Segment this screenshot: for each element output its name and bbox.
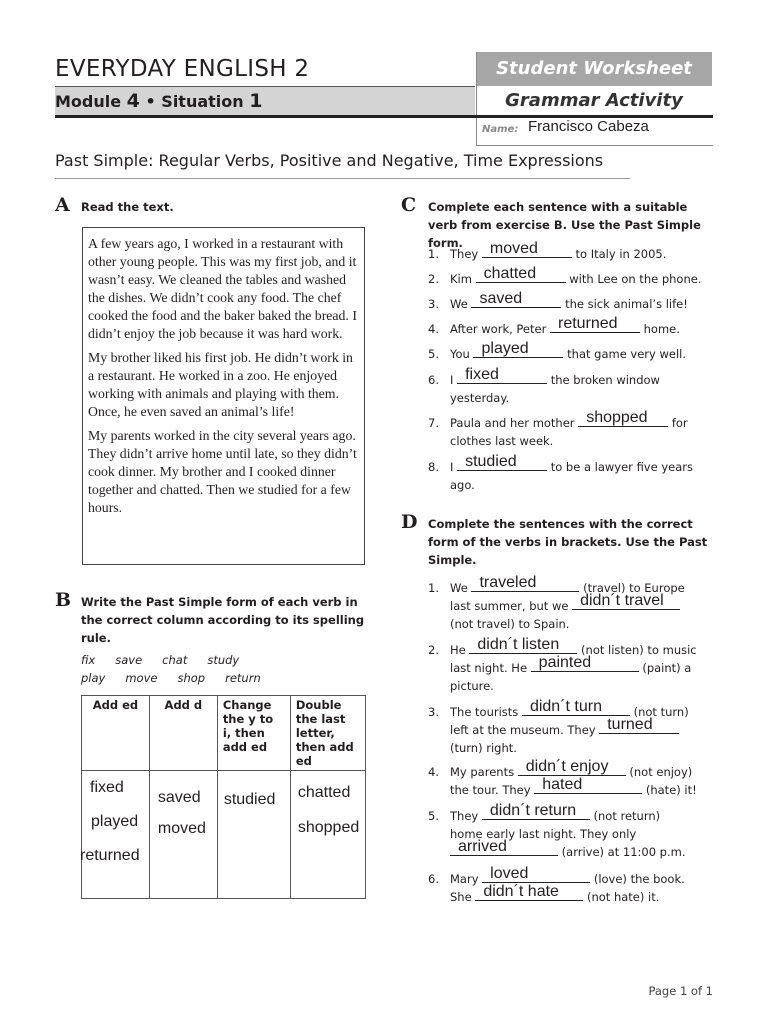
section-b-letter: B bbox=[55, 589, 72, 611]
answer-blank[interactable] bbox=[518, 758, 626, 776]
answer-blank[interactable] bbox=[471, 290, 561, 308]
reading-paragraph: My brother liked his first job. He didn’t work in a restaurant. He worked in a zoo. He enjoyed working with animals and playing with them. Once, he even saved an animal’s life! bbox=[88, 350, 353, 419]
sentence-text: the sick animal’s life! bbox=[565, 297, 688, 311]
sentence-text: picture. bbox=[450, 679, 494, 693]
sentence-text: to be a lawyer five years bbox=[550, 460, 693, 474]
handwritten-answer: returned bbox=[557, 315, 618, 332]
sentence-line bbox=[450, 453, 693, 476]
answer-blank[interactable] bbox=[578, 409, 668, 427]
sentence-line bbox=[450, 615, 569, 633]
handwritten-answer: painted bbox=[538, 654, 592, 671]
handwritten-answer: played bbox=[91, 813, 139, 830]
reading-paragraph: A few years ago, I worked in a restaurant with other young people. This was my first job, and it wasn’t easy. We cleaned the tables and washed the dishes. We didn’t cook any food. The chef cooked the food and the baker baked the bread. I didn’t enjoy the job because it was hard work. bbox=[88, 236, 357, 341]
verb: chat bbox=[162, 653, 188, 667]
sentence-line bbox=[450, 776, 697, 799]
verb: move bbox=[125, 671, 158, 685]
section-b-instruction: Write the Past Simple form of each verb in the correct column according to its spelling rule. bbox=[81, 595, 365, 645]
sentence-line bbox=[450, 389, 509, 407]
section-d-letter: D bbox=[401, 511, 418, 533]
sentence-text: I bbox=[450, 373, 454, 387]
item-number: 6. bbox=[428, 373, 439, 387]
sentence-line bbox=[450, 838, 686, 861]
answer-blank[interactable] bbox=[471, 574, 579, 592]
column-header: Change the y to i, then add ed bbox=[217, 696, 290, 771]
worksheet-subtitle: Past Simple: Regular Verbs, Positive and Negative, Time Expressions bbox=[55, 151, 604, 170]
sentence-text: (not listen) to music bbox=[581, 643, 697, 657]
item-number: 5. bbox=[428, 347, 439, 361]
handwritten-answer: chatted bbox=[483, 265, 537, 282]
module-label: Module bbox=[55, 92, 122, 111]
answer-blank[interactable] bbox=[475, 883, 583, 901]
sentence-text: Paula and her mother bbox=[450, 416, 575, 430]
sentence-text: home. bbox=[643, 322, 680, 336]
handwritten-answer: moved bbox=[489, 240, 538, 257]
handwritten-answer: hated bbox=[542, 776, 583, 793]
sentence-text: He bbox=[450, 643, 466, 657]
answer-blank[interactable] bbox=[450, 838, 558, 856]
answer-blank[interactable] bbox=[534, 776, 642, 794]
bullet: • bbox=[145, 92, 156, 111]
answer-blank[interactable] bbox=[522, 698, 630, 716]
sentence-line bbox=[450, 265, 702, 288]
handwritten-answer: saved bbox=[157, 789, 201, 806]
situation-label: Situation bbox=[161, 92, 244, 111]
reading-text-box bbox=[82, 227, 365, 565]
handwritten-answer: played bbox=[481, 340, 529, 357]
name-label: Name: bbox=[482, 124, 519, 135]
handwritten-answer: didn´t enjoy bbox=[525, 758, 609, 775]
handwritten-answer: returned bbox=[80, 847, 140, 864]
handwritten-answer: shopped bbox=[297, 819, 360, 836]
sentence-text: with Lee on the phone. bbox=[569, 272, 702, 286]
sentence-text: (not return) bbox=[593, 809, 661, 823]
module-bar bbox=[55, 87, 475, 116]
situation-number: 1 bbox=[249, 90, 263, 112]
answer-cell[interactable] bbox=[149, 771, 217, 899]
sentence-line bbox=[450, 476, 475, 494]
handwritten-answer: didn´t turn bbox=[529, 698, 602, 715]
answer-blank[interactable] bbox=[572, 592, 680, 610]
sentence-line bbox=[450, 240, 667, 263]
handwritten-answer: didn´t travel bbox=[580, 592, 664, 609]
sentence-line bbox=[450, 677, 494, 695]
verb: shop bbox=[177, 671, 206, 685]
handwritten-answer: fixed bbox=[465, 366, 499, 383]
sentence-text: left at the museum. They bbox=[450, 723, 596, 737]
section-c-instruction: Complete each sentence with a suitable verb from exercise B. Use the Past Simple form. bbox=[428, 200, 701, 250]
item-number: 2. bbox=[428, 643, 439, 657]
handwritten-answer: fixed bbox=[90, 779, 124, 796]
handwritten-answer: traveled bbox=[479, 574, 537, 591]
item-number: 2. bbox=[428, 272, 439, 286]
verb: fix bbox=[81, 653, 96, 667]
handwritten-answer: shopped bbox=[586, 409, 648, 426]
sentence-text: She bbox=[450, 890, 472, 904]
subtitle-rule bbox=[55, 178, 630, 179]
sentence-text: (love) the book. bbox=[593, 872, 685, 886]
sentence-text: Kim bbox=[450, 272, 472, 286]
sentence-line bbox=[450, 698, 689, 721]
handwritten-answer: didn´t hate bbox=[483, 883, 559, 900]
sentence-line bbox=[450, 366, 660, 389]
handwritten-answer: studied bbox=[465, 453, 517, 470]
answer-blank[interactable] bbox=[457, 453, 547, 471]
answer-blank[interactable] bbox=[599, 716, 679, 734]
sentence-text: clothes last week. bbox=[450, 434, 554, 448]
sentence-line bbox=[450, 802, 661, 825]
sentence-text: My parents bbox=[450, 765, 515, 779]
sentence-text: (not turn) bbox=[633, 705, 689, 719]
column-header: Add ed bbox=[82, 696, 150, 771]
sentence-text: They bbox=[450, 247, 479, 261]
answer-blank[interactable] bbox=[482, 865, 590, 883]
sentence-text: (arrive) at 11:00 p.m. bbox=[561, 845, 686, 859]
item-number: 3. bbox=[428, 705, 439, 719]
answer-cell[interactable] bbox=[290, 771, 365, 899]
verb-list-row bbox=[81, 651, 259, 669]
grammar-activity-label: Grammar Activity bbox=[505, 90, 683, 111]
sentence-text: that game very well. bbox=[567, 347, 687, 361]
sentence-text: Mary bbox=[450, 872, 479, 886]
page-footer: Page 1 of 1 bbox=[648, 984, 713, 998]
name-field[interactable]: Francisco Cabeza bbox=[528, 118, 649, 135]
sentence-text: We bbox=[450, 581, 468, 595]
answer-blank[interactable] bbox=[473, 340, 563, 358]
sentence-text: yesterday. bbox=[450, 391, 510, 405]
document-title: EVERYDAY ENGLISH 2 bbox=[55, 56, 310, 82]
verb: play bbox=[81, 671, 106, 685]
item-number: 4. bbox=[428, 322, 439, 336]
answer-cell[interactable] bbox=[82, 771, 150, 899]
sentence-text: After work, Peter bbox=[450, 322, 547, 336]
sentence-text: ago. bbox=[450, 478, 475, 492]
handwritten-answer: didn´t return bbox=[489, 802, 577, 819]
sentence-line bbox=[450, 739, 517, 757]
handwritten-answer: chatted bbox=[297, 784, 351, 801]
answer-blank[interactable] bbox=[469, 636, 577, 654]
sentence-text: last summer, but we bbox=[450, 599, 569, 613]
sentence-text: You bbox=[450, 347, 470, 361]
sentence-line bbox=[450, 409, 688, 432]
module-number: 4 bbox=[126, 90, 140, 112]
answer-blank[interactable] bbox=[550, 315, 640, 333]
sentence-text: home early last night. They only bbox=[450, 827, 637, 841]
handwritten-answer: studied bbox=[223, 791, 276, 808]
handwritten-answer: didn´t listen bbox=[477, 636, 560, 653]
sentence-text: last night. He bbox=[450, 661, 528, 675]
sentence-text: (turn) right. bbox=[450, 741, 517, 755]
sentence-text: I bbox=[450, 460, 454, 474]
name-underline bbox=[476, 145, 713, 146]
answer-blank[interactable] bbox=[482, 802, 590, 820]
sentence-line bbox=[450, 716, 679, 739]
item-number: 4. bbox=[428, 765, 439, 779]
sentence-line bbox=[450, 432, 553, 450]
sentence-text: (not travel) to Spain. bbox=[450, 617, 570, 631]
item-number: 6. bbox=[428, 872, 439, 886]
answer-blank[interactable] bbox=[482, 240, 572, 258]
handwritten-answer: saved bbox=[479, 290, 523, 307]
sentence-text: for bbox=[671, 416, 688, 430]
section-d-instruction: Complete the sentences with the correct form of the verbs in brackets. Use the Past Simple. bbox=[428, 517, 708, 567]
answer-blank[interactable] bbox=[476, 265, 566, 283]
sentence-text: We bbox=[450, 297, 468, 311]
sentence-text: They bbox=[450, 809, 479, 823]
sentence-text: to Italy in 2005. bbox=[575, 247, 667, 261]
column-header: Double the last letter, then add ed bbox=[290, 696, 365, 771]
answer-blank[interactable] bbox=[531, 654, 639, 672]
column-header: Add d bbox=[149, 696, 217, 771]
sentence-text: (paint) a bbox=[642, 661, 692, 675]
section-a-letter: A bbox=[55, 194, 70, 216]
sentence-text: The tourists bbox=[450, 705, 519, 719]
answer-blank[interactable] bbox=[457, 366, 547, 384]
header-divider bbox=[476, 52, 477, 145]
item-number: 5. bbox=[428, 809, 439, 823]
student-worksheet-header: Student Worksheet bbox=[476, 52, 712, 86]
section-a-instruction: Read the text. bbox=[81, 200, 174, 214]
item-number: 8. bbox=[428, 460, 439, 474]
handwritten-answer: arrived bbox=[458, 838, 507, 855]
sentence-text: (hate) it! bbox=[645, 783, 697, 797]
answer-cell[interactable] bbox=[217, 771, 290, 899]
verb: save bbox=[115, 653, 143, 667]
sentence-line bbox=[450, 883, 660, 906]
sentence-text: the broken window bbox=[550, 373, 660, 387]
verb: return bbox=[225, 671, 261, 685]
sentence-line bbox=[450, 592, 680, 615]
item-number: 1. bbox=[428, 247, 439, 261]
sentence-text: (not enjoy) bbox=[629, 765, 693, 779]
handwritten-answer: loved bbox=[490, 865, 529, 882]
sentence-text: (not hate) it. bbox=[586, 890, 660, 904]
handwritten-answer: turned bbox=[607, 716, 653, 733]
sentence-line bbox=[450, 290, 688, 313]
sentence-line bbox=[450, 315, 680, 338]
sentence-line bbox=[450, 340, 687, 363]
handwritten-answer: moved bbox=[157, 820, 206, 837]
sentence-text: (travel) to Europe bbox=[583, 581, 685, 595]
item-number: 7. bbox=[428, 416, 439, 430]
reading-paragraph: My parents worked in the city several years ago. They didn’t arrive home until late, so they didn’t cook dinner. My brother and I cooked dinner together and chatted. Then we studied for a few hours. bbox=[88, 428, 357, 515]
spelling-rule-table bbox=[81, 695, 366, 899]
sentence-text: the tour. They bbox=[450, 783, 531, 797]
section-c-letter: C bbox=[401, 194, 417, 216]
item-number: 1. bbox=[428, 581, 439, 595]
verb: study bbox=[207, 653, 240, 667]
item-number: 3. bbox=[428, 297, 439, 311]
verb-list-row bbox=[81, 669, 281, 687]
sentence-line bbox=[450, 654, 692, 677]
